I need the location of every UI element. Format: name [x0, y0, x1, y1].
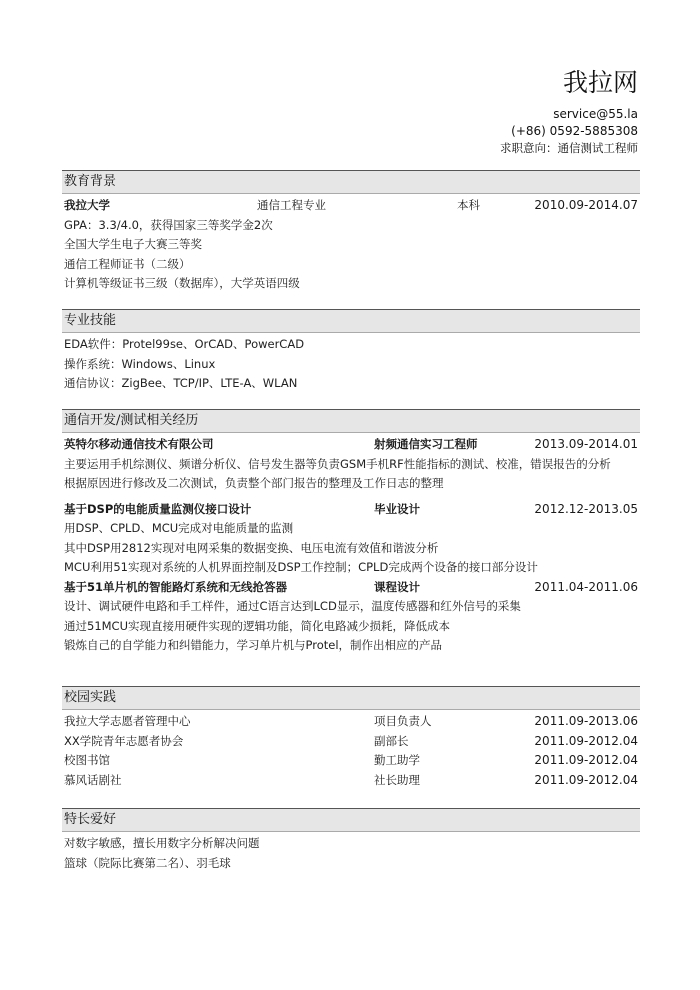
experience-row [62, 578, 640, 598]
table-row [62, 732, 640, 752]
list-item: 主要运用手机综测仪、频谱分析仪、信号发生器等负责GSM手机RF性能指标的测试、校准，错误报告的分析 [64, 456, 611, 471]
table-row [62, 771, 640, 791]
position: 项目负责人 [374, 714, 432, 728]
list-item: 通信工程师证书（二级） [64, 256, 191, 271]
organization: 慕风话剧社 [64, 772, 122, 787]
organization: 校图书馆 [64, 753, 110, 767]
list-item: 设计、调试硬件电路和手工样件，通过C语言达到LCD显示，温度传感器和红外信号的采集 [64, 599, 521, 613]
experience-role: 课程设计 [374, 579, 420, 594]
date: 2011.09-2012.04 [534, 733, 638, 748]
experience-name: 英特尔移动通信技术有限公司 [64, 437, 214, 451]
position: 勤工助学 [374, 753, 420, 767]
candidate-name: 我拉网 [562, 68, 638, 97]
date: 2011.09-2012.04 [534, 772, 638, 787]
skills-section [62, 309, 640, 394]
date: 2010.09-2014.07 [534, 198, 638, 212]
degree: 本科 [457, 198, 480, 212]
section-title: 专业技能 [62, 309, 640, 333]
hobbies-section [62, 808, 640, 873]
table-row [62, 751, 640, 771]
date: 2011.09-2012.04 [534, 753, 638, 767]
date: 2011.04-2011.06 [534, 579, 638, 594]
table-row [62, 712, 640, 732]
school: 我拉大学 [64, 198, 110, 212]
experience-row [62, 435, 640, 455]
experience-name: 基于DSP的电能质量监测仪接口设计 [64, 501, 252, 516]
section-title: 通信开发/测试相关经历 [62, 409, 640, 433]
list-item: 全国大学生电子大赛三等奖 [64, 237, 202, 251]
date: 2011.09-2013.06 [534, 714, 638, 728]
position: 社长助理 [374, 772, 420, 787]
section-title: 特长爱好 [62, 808, 640, 832]
experience-row [62, 500, 640, 520]
list-item: 用DSP、CPLD、MCU完成对电能质量的监测 [64, 521, 294, 535]
organization: XX学院青年志愿者协会 [64, 733, 184, 748]
list-item: 篮球（院际比赛第二名）、羽毛球 [64, 855, 231, 870]
campus-section [62, 686, 640, 790]
resume-header [500, 66, 638, 157]
major: 通信工程专业 [257, 198, 326, 212]
experience-section [62, 409, 640, 656]
date: 2012.12-2013.05 [534, 501, 638, 516]
list-item: 锻炼自己的自学能力和纠错能力，学习单片机与Protel，制作出相应的产品 [64, 638, 443, 652]
list-item: 对数字敏感，擅长用数字分析解决问题 [64, 836, 260, 850]
phone: (+86) 0592-5885308 [511, 124, 638, 138]
experience-role: 射频通信实习工程师 [374, 437, 478, 451]
list-item: 计算机等级证书三级（数据库），大学英语四级 [64, 276, 300, 290]
list-item: MCU利用51实现对系统的人机界面控制及DSP工作控制；CPLD完成两个设备的接口部分设计 [64, 560, 538, 574]
experience-role: 毕业设计 [374, 501, 420, 516]
email: service@55.la [553, 107, 638, 121]
job-intent: 求职意向：通信测试工程师 [500, 141, 638, 155]
list-item: 通过51MCU实现直接用硬件实现的逻辑功能，简化电路减少损耗，降低成本 [64, 618, 450, 633]
experience-name: 基于51单片机的智能路灯系统和无线抢答器 [64, 579, 288, 594]
section-title: 校园实践 [62, 686, 640, 710]
position: 副部长 [374, 733, 409, 748]
list-item: GPA：3.3/4.0，获得国家三等奖学金2次 [64, 217, 273, 232]
date: 2013.09-2014.01 [534, 437, 638, 451]
list-item: 根据原因进行修改及二次测试，负责整个部门报告的整理及工作日志的整理 [64, 476, 444, 490]
list-item: 其中DSP用2812实现对电网采集的数据变换、电压电流有效值和谐波分析 [64, 540, 439, 555]
section-title: 教育背景 [62, 170, 640, 194]
list-item: 操作系统：Windows、Linux [64, 356, 216, 371]
education-row [62, 196, 640, 216]
organization: 我拉大学志愿者管理中心 [64, 714, 191, 728]
education-section [62, 170, 640, 294]
list-item: 通信协议：ZigBee、TCP/IP、LTE-A、WLAN [64, 376, 298, 390]
list-item: EDA软件：Protel99se、OrCAD、PowerCAD [64, 337, 305, 351]
